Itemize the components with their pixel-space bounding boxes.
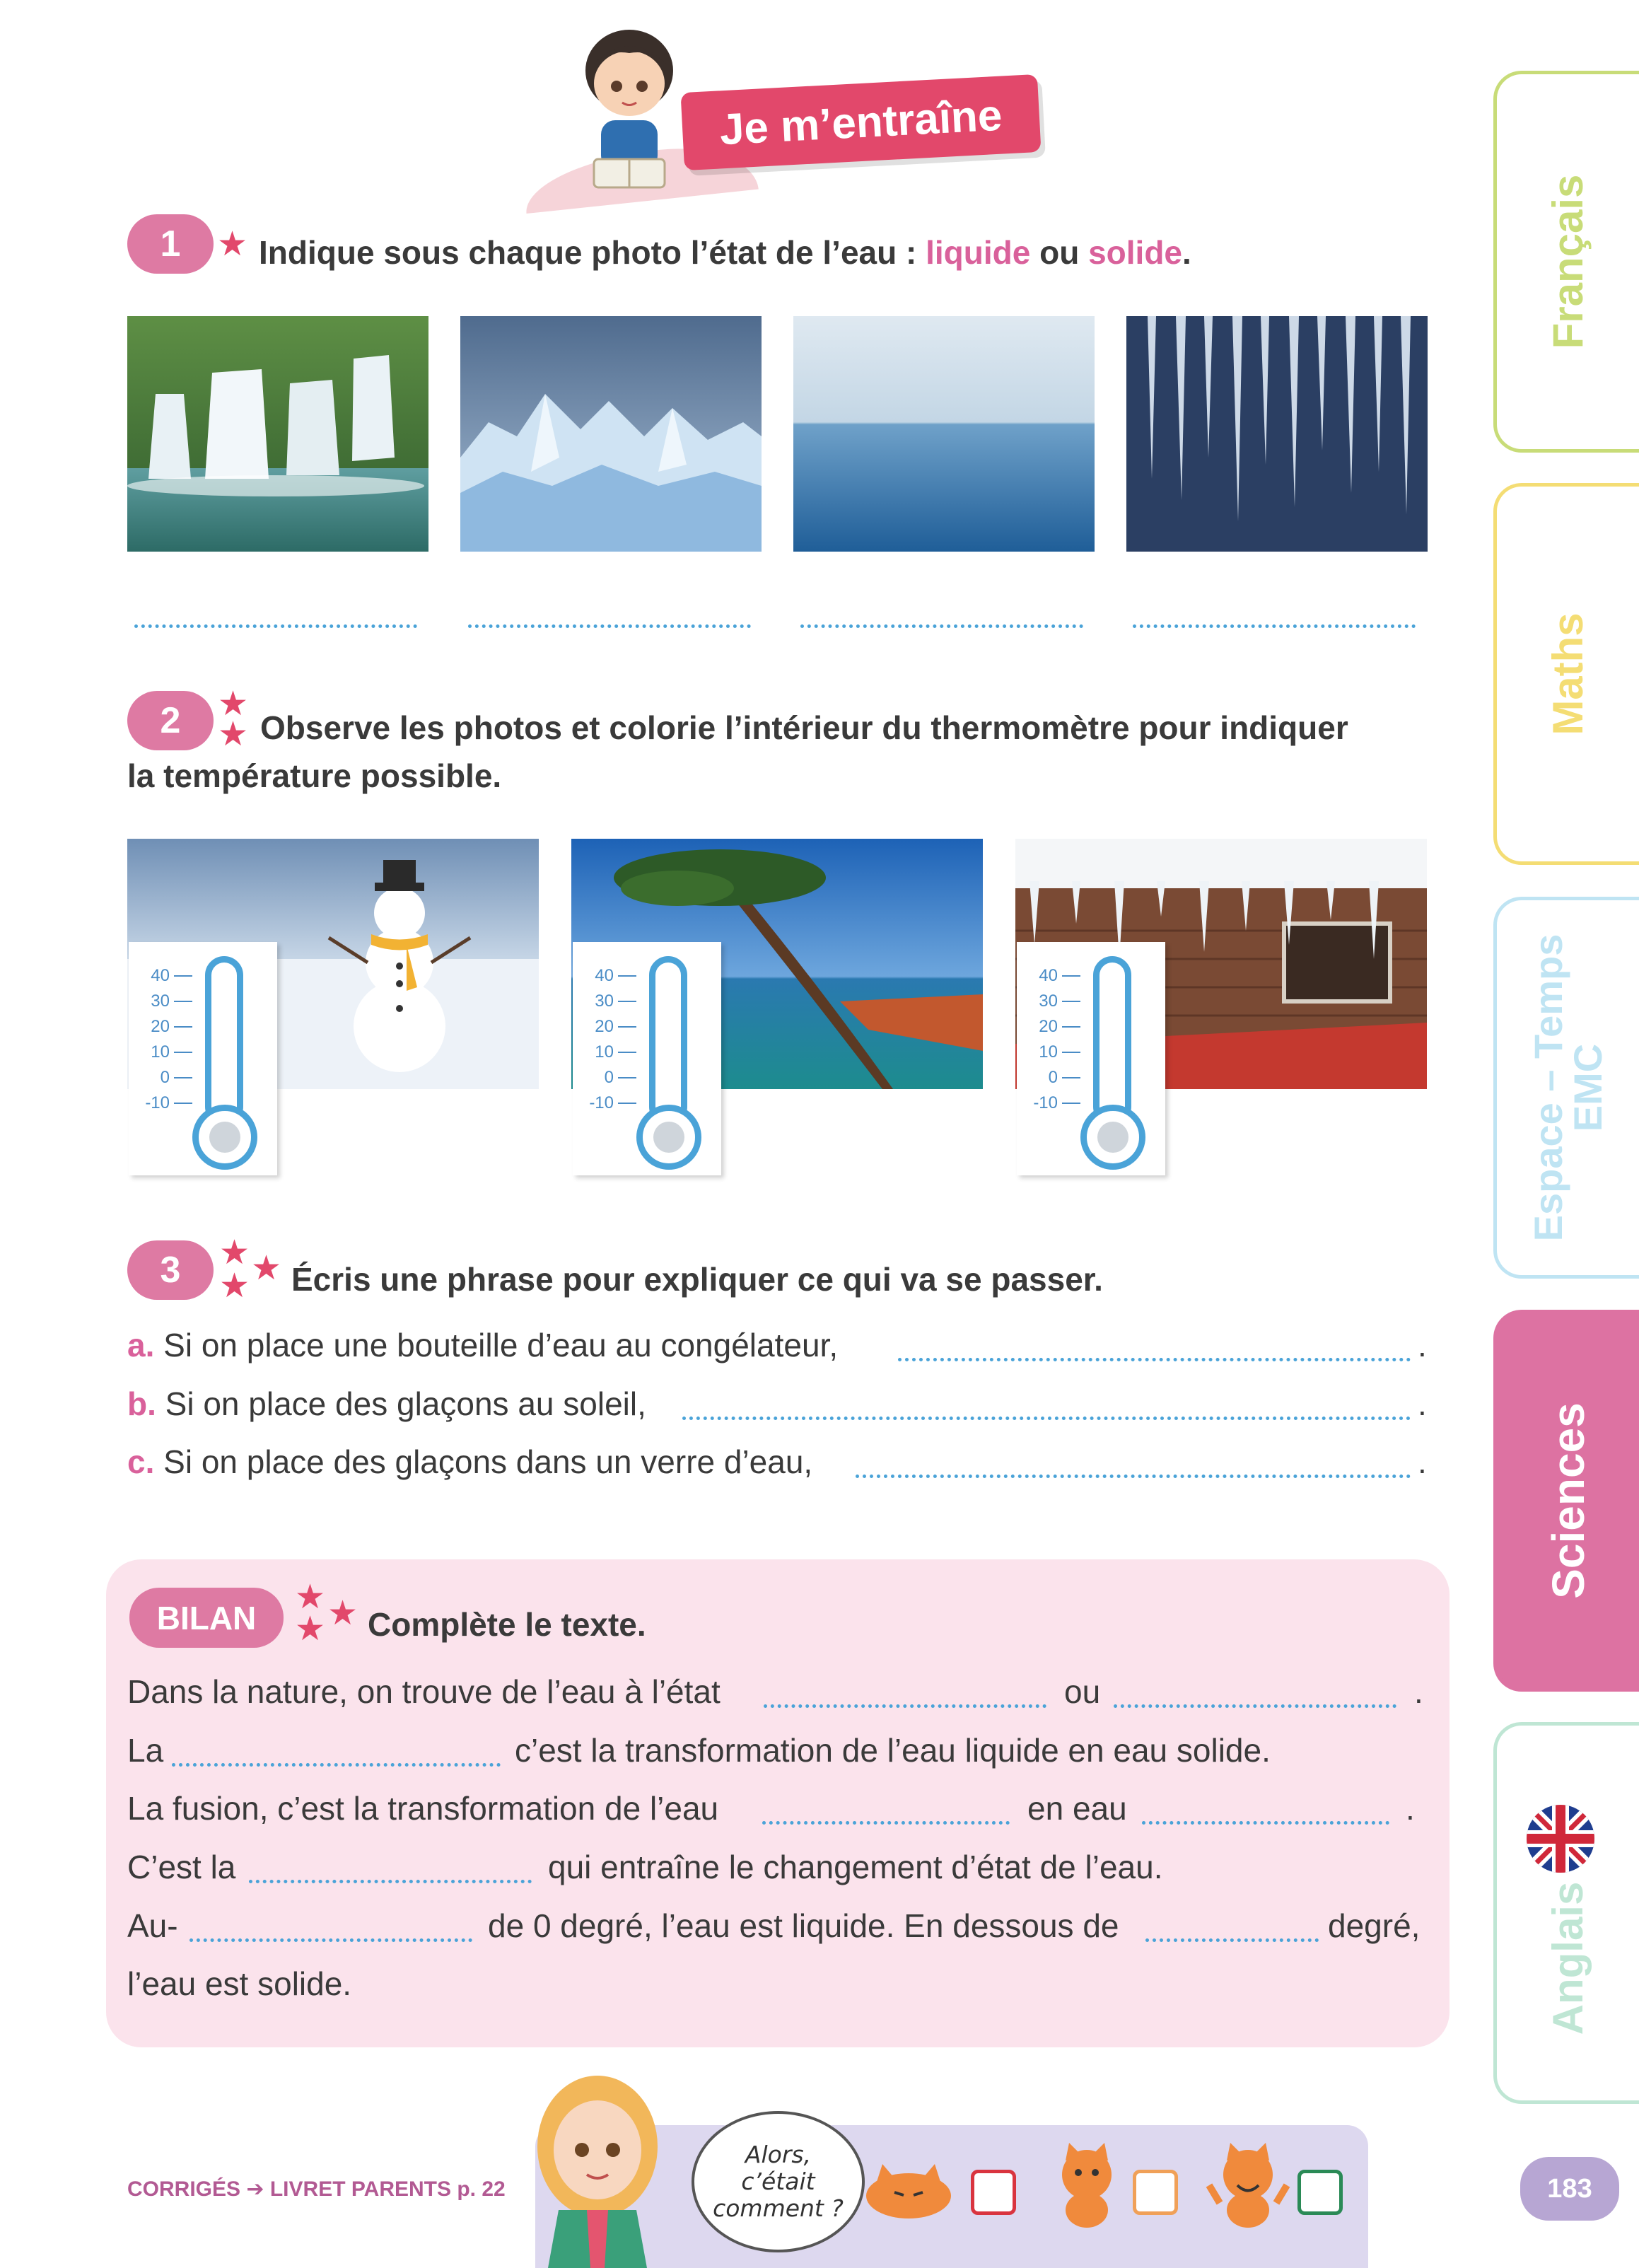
thermometer-bulb-fill — [653, 1122, 684, 1153]
difficulty-star-icon: ★ — [218, 685, 249, 723]
reading-boy-illustration — [566, 21, 693, 198]
tab-anglais[interactable] — [1493, 1722, 1639, 2104]
thermometer-scale: 40 30 20 10 0 -10 — [1017, 963, 1080, 1116]
answer-line-photo-1[interactable] — [134, 624, 417, 628]
exercise-3-item-b: b. Si on place des glaçons au soleil, — [127, 1385, 646, 1422]
bilan-line-2a: La — [127, 1732, 164, 1769]
bilan-blank-5[interactable] — [1142, 1821, 1389, 1825]
answer-line-photo-2[interactable] — [468, 624, 751, 628]
thermometer-bulb-fill — [209, 1122, 240, 1153]
thermometer-tube[interactable] — [649, 956, 687, 1126]
bilan-blank-6[interactable] — [249, 1880, 532, 1883]
exercise-2-number: 2 — [127, 691, 214, 750]
tab-sciences-label: Sciences — [1542, 1402, 1594, 1599]
bilan-line-1b: ou — [1064, 1673, 1101, 1710]
bilan-line-3c: . — [1406, 1790, 1415, 1827]
bilan-line-1a: Dans la nature, on trouve de l’eau à l’état — [127, 1673, 721, 1710]
corriges-reference: CORRIGÉS ➔ LIVRET PARENTS p. 22 — [127, 2177, 506, 2201]
difficulty-star-icon: ★ — [327, 1595, 358, 1632]
exercise-2-instruction-line2: la température possible. — [127, 757, 502, 794]
difficulty-star-icon: ★ — [218, 716, 249, 753]
difficulty-star-icon: ★ — [219, 1234, 250, 1272]
answer-line-c[interactable] — [856, 1475, 1411, 1478]
tab-francais-label: Français — [1544, 174, 1592, 349]
tab-francais[interactable] — [1493, 71, 1639, 453]
bilan-line-1c: . — [1414, 1673, 1423, 1710]
exercise-1-instruction: Indique sous chaque photo l’état de l’eau : liquide ou solide. — [259, 234, 1191, 271]
thermometer-2[interactable] — [573, 942, 721, 1175]
thermometer-bulb-fill — [1097, 1122, 1128, 1153]
thermometer-scale: 40 30 20 10 0 -10 — [129, 963, 192, 1116]
glacier-photo — [460, 316, 762, 552]
difficulty-star-icon: ★ — [251, 1250, 282, 1287]
sad-cat-icon — [863, 2150, 955, 2221]
arrow-right-icon: ➔ — [246, 2177, 264, 2201]
line-end-period: . — [1418, 1385, 1427, 1422]
checkbox-not-good[interactable] — [971, 2170, 1016, 2215]
checkbox-very-good[interactable] — [1297, 2170, 1343, 2215]
exercise-1-number: 1 — [127, 214, 214, 274]
bilan-line-4b: qui entraîne le changement d’état de l’eau. — [548, 1849, 1163, 1885]
sea-photo — [793, 316, 1095, 552]
bilan-line-6: l’eau est solide. — [127, 1965, 352, 2002]
thermometer-1[interactable] — [129, 942, 277, 1175]
bilan-line-5a: Au- — [127, 1907, 178, 1944]
tab-sciences[interactable] — [1493, 1310, 1639, 1692]
happy-cat-icon — [1206, 2143, 1290, 2228]
exercise-3-instruction: Écris une phrase pour expliquer ce qui va se passer. — [291, 1261, 1103, 1298]
bilan-blank-8[interactable] — [1145, 1938, 1319, 1942]
bilan-label: BILAN — [129, 1588, 284, 1648]
answer-line-a[interactable] — [898, 1358, 1411, 1361]
difficulty-star-icon: ★ — [295, 1578, 326, 1616]
answer-line-photo-4[interactable] — [1133, 624, 1416, 628]
line-end-period: . — [1418, 1443, 1427, 1480]
bilan-line-2b: c’est la transformation de l’eau liquide en eau solide. — [515, 1732, 1271, 1769]
thermometer-tube[interactable] — [205, 956, 243, 1126]
bilan-blank-2[interactable] — [1114, 1704, 1396, 1708]
exercise-3-item-c: c. Si on place des glaçons dans un verre d’eau, — [127, 1443, 813, 1480]
icicles-photo — [1126, 316, 1428, 552]
difficulty-star-icon: ★ — [217, 226, 248, 263]
page-number: 183 — [1520, 2157, 1619, 2221]
uk-flag-icon — [1525, 1803, 1596, 1874]
bilan-line-5b: de 0 degré, l’eau est liquide. En dessous de — [488, 1907, 1119, 1944]
girl-illustration — [527, 2069, 668, 2268]
line-end-period: . — [1418, 1327, 1427, 1363]
speech-bubble: Alors, c’était comment ? — [692, 2111, 865, 2252]
bilan-blank-3[interactable] — [172, 1763, 501, 1767]
difficulty-star-icon: ★ — [295, 1610, 326, 1648]
thermometer-3[interactable] — [1017, 942, 1165, 1175]
thermometer-tube[interactable] — [1093, 956, 1131, 1126]
waterfall-photo — [127, 316, 428, 552]
tab-espace-temps-emc[interactable] — [1493, 897, 1639, 1279]
section-badge: Je m’entraîne — [680, 74, 1041, 170]
bilan-line-3b: en eau — [1027, 1790, 1127, 1827]
tab-maths-label: Maths — [1544, 612, 1592, 735]
tab-espace-temps-emc-label: Espace – Temps EMC — [1525, 934, 1610, 1242]
exercise-3-number: 3 — [127, 1240, 214, 1300]
exercise-2-instruction-line1: Observe les photos et colorie l’intérieur du thermomètre pour indiquer — [260, 709, 1348, 746]
bilan-blank-4[interactable] — [762, 1821, 1010, 1825]
tab-anglais-label: Anglais — [1544, 1881, 1592, 2035]
bilan-line-3a: La fusion, c’est la transformation de l’eau — [127, 1790, 719, 1827]
bilan-blank-7[interactable] — [189, 1938, 472, 1942]
bilan-line-4a: C’est la — [127, 1849, 236, 1885]
bilan-blank-1[interactable] — [764, 1704, 1046, 1708]
checkbox-ok[interactable] — [1133, 2170, 1178, 2215]
tab-maths[interactable] — [1493, 483, 1639, 865]
neutral-cat-icon — [1048, 2143, 1126, 2228]
difficulty-star-icon: ★ — [219, 1267, 250, 1305]
answer-line-b[interactable] — [682, 1417, 1411, 1420]
answer-line-photo-3[interactable] — [800, 624, 1083, 628]
exercise-3-item-a: a. Si on place une bouteille d’eau au congélateur, — [127, 1327, 839, 1363]
bilan-instruction: Complète le texte. — [368, 1606, 646, 1643]
bilan-line-5c: degré, — [1328, 1907, 1421, 1944]
thermometer-scale: 40 30 20 10 0 -10 — [573, 963, 636, 1116]
